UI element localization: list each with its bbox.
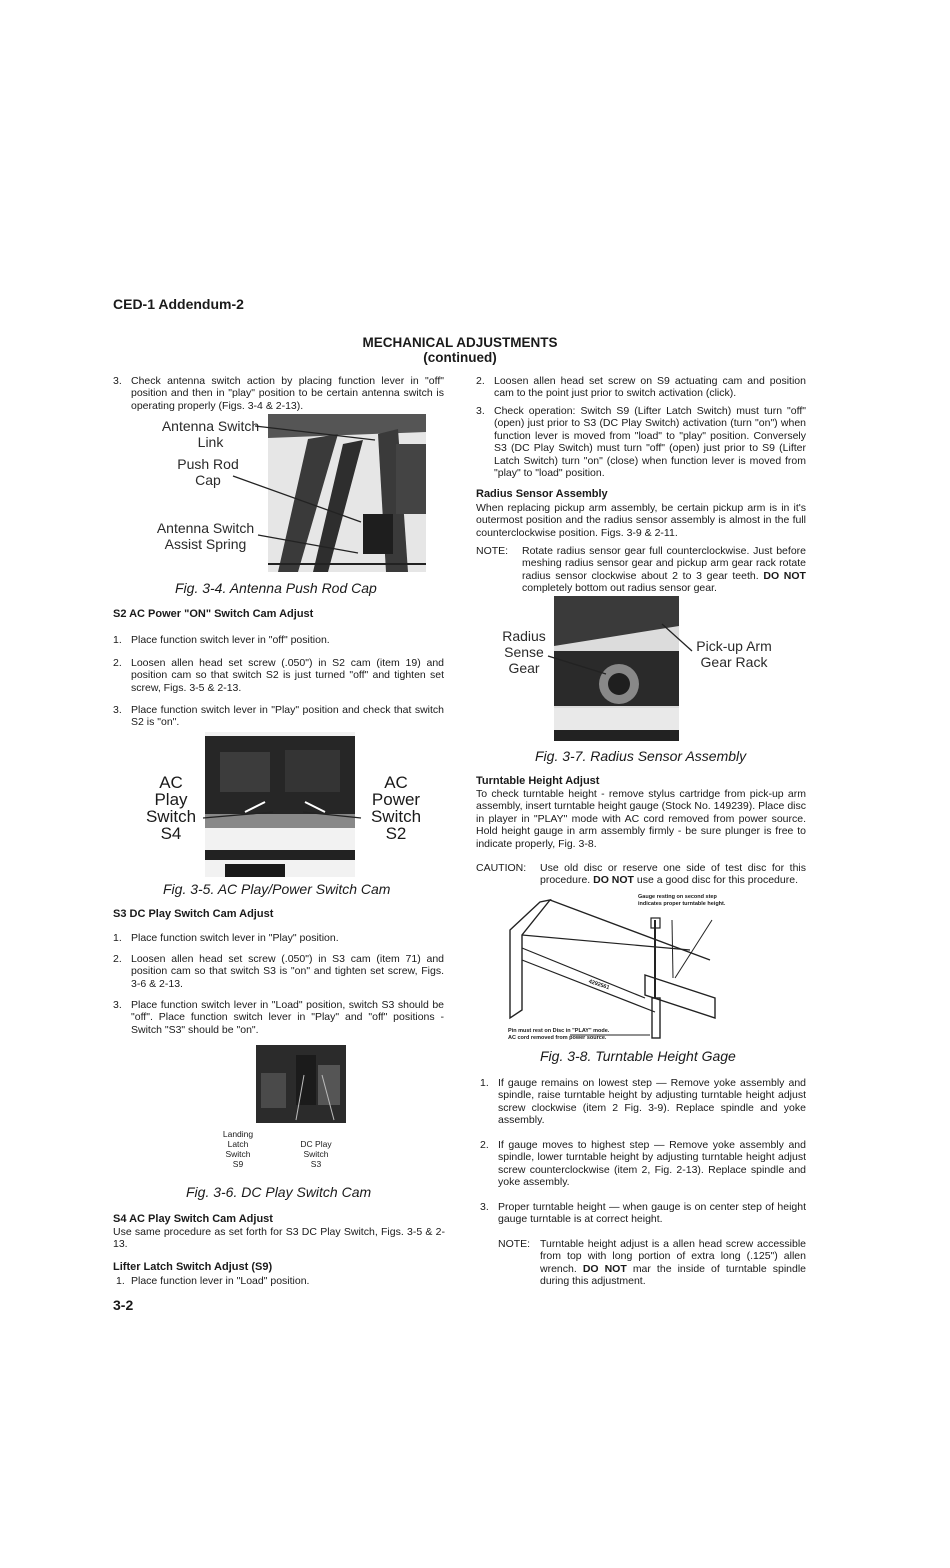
label-gauge-resting: Gauge resting on second step indicates proper turntable height. <box>638 894 726 907</box>
turntable-gauge-drawing <box>480 890 800 1050</box>
step-number: 3. <box>113 375 122 387</box>
label-push-rod-cap: Push Rod Cap <box>177 456 239 488</box>
section-heading-radius: Radius Sensor Assembly <box>476 488 608 500</box>
label-part-number: 4292561 <box>587 978 610 992</box>
step-text: Loosen allen head set screw on S9 actuating cam and position cam to the point just prior to switch activation (click). <box>494 375 806 400</box>
figure-photo <box>256 1045 346 1123</box>
section-heading-s2: S2 AC Power "ON" Switch Cam Adjust <box>113 608 314 620</box>
figure-3-5 <box>113 732 443 882</box>
leader-lines <box>113 732 443 882</box>
figure-3-7-caption: Fig. 3-7. Radius Sensor Assembly <box>535 748 747 764</box>
label-antenna-switch-assist-spring: Antenna Switch Assist Spring <box>156 520 255 552</box>
step-number: 1. <box>116 1275 125 1287</box>
section-heading-lifter: Lifter Latch Switch Adjust (S9) <box>113 1261 273 1273</box>
page-title <box>330 335 590 365</box>
document-id: CED-1 Addendum-2 <box>113 296 244 312</box>
step-number: 2. <box>476 375 485 387</box>
figure-3-5-caption: Fig. 3-5. AC Play/Power Switch Cam <box>163 881 391 897</box>
paragraph-turntable: To check turntable height - remove stylus cartridge from pick-up arm assembly, insert turntable height gauge (Stock No. 149239). Place disc in player in "PLAY" mode with AC cord removed from power source. Hold height gauge in arm assembly firmly - be sure plunger is free to indicate properly, Fig. 3-8. <box>476 788 806 850</box>
step-number: 3. <box>113 999 122 1011</box>
step-text: Loosen allen head set screw (.050") in S2 cam (item 19) and position cam so that switch S2 is just turned "off" and tighten set screw, Figs. 3-5 & 2-13. <box>131 657 444 694</box>
figure-3-7 <box>496 596 796 746</box>
label-ac-power-switch-s2: AC Power Switch S2 <box>370 773 422 843</box>
label-pick-up-arm-gear-rack: Pick-up Arm Gear Rack <box>696 638 772 670</box>
section-heading-turntable: Turntable Height Adjust <box>476 775 600 787</box>
section-heading-s3: S3 DC Play Switch Cam Adjust <box>113 908 274 920</box>
section-heading-s4: S4 AC Play Switch Cam Adjust <box>113 1213 273 1225</box>
step-number: 1. <box>113 932 122 944</box>
step-number: 2. <box>113 953 122 965</box>
step-text: Place function switch lever in "Load" position, switch S3 should be "off". Place function switch lever in "Play" and "off" positions - Switch "S3" should be "on". <box>131 999 444 1036</box>
label-antenna-switch-link: Antenna Switch Link <box>161 418 260 450</box>
step-text: If gauge moves to highest step — Remove yoke assembly and spindle, lower turntable height by adjusting turntable height adjust screw counterclockwise (item 2, Fig. 2-13). Replace spindle and yoke assembly. <box>498 1139 806 1189</box>
step-number: 2. <box>113 657 122 669</box>
step-number: 2. <box>480 1139 489 1151</box>
label-pin-rest: Pin must rest on Disc in "PLAY" mode. AC cord removed from power source. <box>508 1028 610 1041</box>
figure-3-6-caption: Fig. 3-6. DC Play Switch Cam <box>186 1184 372 1200</box>
page-title-main: MECHANICAL ADJUSTMENTS <box>362 335 558 350</box>
step-text: Check operation: Switch S9 (Lifter Latch Switch) must turn "off" (open) just prior to S3 (DC Play Switch) activation (turn "on") when function lever is moved from "load" to "play" position. Conversely S3 (DC Play Switch) must turn "off" (open) just prior to S9 (Lifter Latch Switch) turn "on" (close) when function lever is moved from "play" to "load" position. <box>494 405 806 480</box>
figure-photo-image <box>256 1045 346 1123</box>
paragraph-radius: When replacing pickup arm assembly, be certain pickup arm is in it's outermost position and the radius sensor assembly is almost in the full counterclockwise position. Figs. 3-9 & 2-11. <box>476 502 806 539</box>
caution-text: Use old disc or reserve one side of test disc for this procedure. DO NOT use a good disc for this procedure. <box>540 862 806 887</box>
figure-3-8 <box>480 890 800 1050</box>
step-text: Place function switch lever in "Play" position and check that switch S2 is "on". <box>131 704 444 729</box>
figure-3-4 <box>113 414 433 579</box>
step-number: 1. <box>480 1077 489 1089</box>
step-number: 1. <box>113 634 122 646</box>
step-text: Proper turntable height — when gauge is on center step of height gauge turntable is at correct height. <box>498 1201 806 1226</box>
leader-lines <box>496 596 796 746</box>
step-text: Place function lever in "Load" position. <box>131 1275 310 1287</box>
figure-3-8-caption: Fig. 3-8. Turntable Height Gage <box>540 1048 736 1064</box>
note-label: NOTE: <box>498 1238 531 1250</box>
note-label: NOTE: <box>476 545 509 557</box>
label-landing-latch-switch-s9: Landing Latch Switch S9 <box>222 1129 254 1169</box>
step-number: 3. <box>476 405 485 417</box>
label-ac-play-switch-s4: AC Play Switch S4 <box>145 773 197 843</box>
label-radius-sense-gear: Radius Sense Gear <box>502 628 546 676</box>
step-text: Loosen allen head set screw (.050") in S3 cam (item 71) and position cam so that switch S3 is "on" and tighten set screw, Figs. 3-6 & 2-13. <box>131 953 444 990</box>
step-number: 3. <box>480 1201 489 1213</box>
page-number: 3-2 <box>113 1297 134 1313</box>
step-text: Place function switch lever in "off" position. <box>131 634 330 646</box>
leader-lines <box>113 414 433 579</box>
label-dc-play-switch-s3: DC Play Switch S3 <box>300 1139 332 1169</box>
step-text: Place function switch lever in "Play" position. <box>131 932 339 944</box>
note-final: Turntable height adjust is a allen head screw accessible from top with long portion of extra long (.125") allen wrench. DO NOT mar the inside of turntable spindle during this adjustment. <box>540 1238 807 1288</box>
figure-3-6 <box>210 1045 360 1175</box>
caution-label: CAUTION: <box>476 862 527 874</box>
figure-3-4-caption: Fig. 3-4. Antenna Push Rod Cap <box>175 580 377 596</box>
step-text: Check antenna switch action by placing function lever in "off" position and then in "play" position to be certain antenna switch is operating properly (Figs. 3-4 & 2-13). <box>131 375 444 412</box>
step-number: 3. <box>113 704 122 716</box>
page-title-sub: (continued) <box>423 350 497 365</box>
paragraph-s4: Use same procedure as set forth for S3 DC Play Switch, Figs. 3-5 & 2-13. <box>113 1226 445 1251</box>
note-radius: Rotate radius sensor gear full counterclockwise. Just before meshing radius sensor gear and pickup arm gear rack rotate radius sensor clockwise about 2 to 3 gear teeth. DO NOT completely bottom out radius sensor gear. <box>522 545 806 595</box>
step-text: If gauge remains on lowest step — Remove yoke assembly and spindle, raise turntable height by adjusting turntable height adjust screw clockwise (item 2 Fig. 3-9). Replace spindle and yoke assembly. <box>498 1077 806 1127</box>
